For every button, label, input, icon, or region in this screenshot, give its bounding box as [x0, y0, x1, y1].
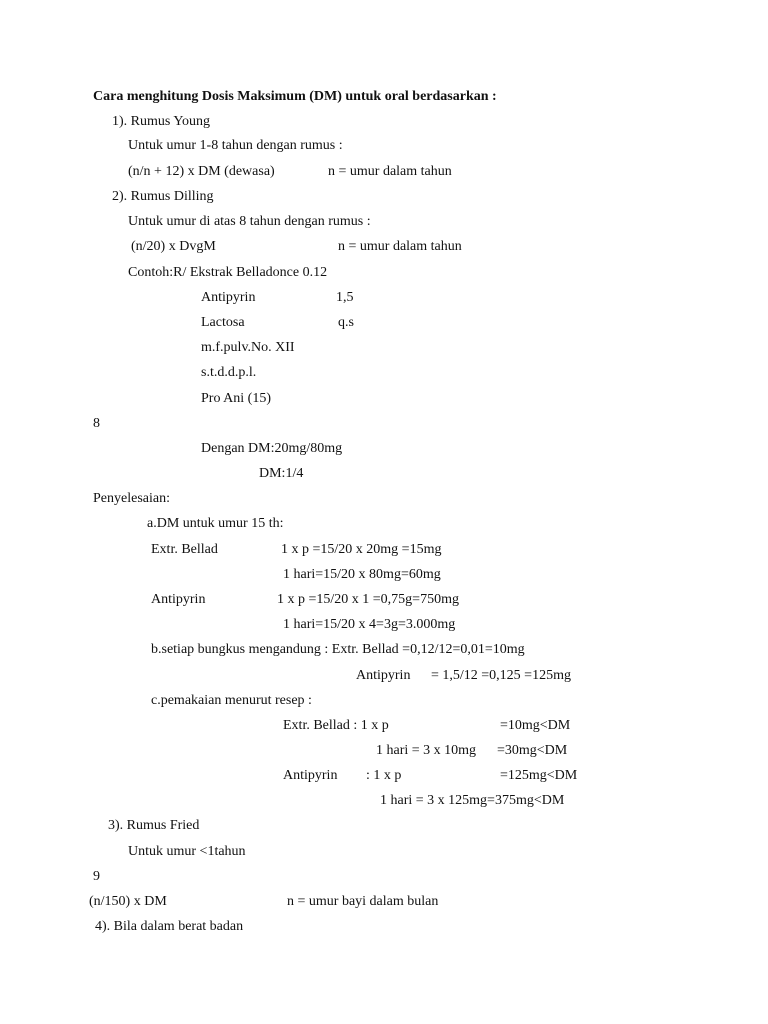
solution-label: Penyelesaian:	[93, 491, 170, 506]
rumus-young-desc: Untuk umur 1-8 tahun dengan rumus :	[128, 138, 343, 153]
example-instruction: m.f.pulv.No. XII	[201, 340, 295, 355]
fried-note: n = umur bayi dalam bulan	[287, 894, 439, 909]
solution-b-line: b.setiap bungkus mengandung : Extr. Bellad =0,12/12=0,01=10mg	[151, 642, 525, 657]
page-number: 8	[93, 416, 100, 431]
extr-bellad-calc: 1 x p =15/20 x 20mg =15mg	[281, 542, 442, 557]
c-extr-result: =10mg<DM	[500, 718, 571, 733]
example-item-qty: 1,5	[336, 290, 354, 305]
example-item-name: Antipyrin	[201, 290, 256, 305]
rumus-fried-title: 3). Rumus Fried	[108, 818, 200, 833]
c-antipyrin-label: Antipyrin	[283, 768, 338, 783]
rumus-fried-desc: Untuk umur <1tahun	[128, 844, 246, 859]
c-extr-label: Extr. Bellad : 1 x p	[283, 718, 389, 733]
solution-c-title: c.pemakaian menurut resep :	[151, 693, 312, 708]
example-instruction: s.t.d.d.p.l.	[201, 365, 257, 380]
rumus-dilling-desc: Untuk umur di atas 8 tahun dengan rumus :	[128, 214, 371, 229]
antipyrin-day-calc: 1 hari=15/20 x 4=3g=3.000mg	[283, 617, 456, 632]
rumus-berat-badan-title: 4). Bila dalam berat badan	[95, 919, 244, 934]
solution-b-antipyrin-label: Antipyrin	[356, 668, 411, 683]
c-extr-day: 1 hari = 3 x 10mg	[376, 743, 477, 758]
rumus-young-note: n = umur dalam tahun	[328, 164, 452, 179]
c-antipyrin-sep: : 1 x p	[366, 768, 402, 783]
rumus-young-title: 1). Rumus Young	[112, 114, 211, 129]
solution-a-title: a.DM untuk umur 15 th:	[147, 516, 284, 531]
page-number: 9	[93, 869, 100, 884]
rumus-dilling-formula: (n/20) x DvgM	[131, 239, 216, 254]
document-heading: Cara menghitung Dosis Maksimum (DM) untuk oral berdasarkan :	[93, 89, 497, 104]
dm-line-1: Dengan DM:20mg/80mg	[201, 441, 343, 456]
example-instruction: Pro Ani (15)	[201, 391, 271, 406]
antipyrin-label: Antipyrin	[151, 592, 206, 607]
c-antipyrin-result: =125mg<DM	[500, 768, 578, 783]
example-item-qty: q.s	[338, 315, 354, 330]
solution-b-antipyrin-calc: = 1,5/12 =0,125 =125mg	[431, 668, 571, 683]
dm-line-2: DM:1/4	[259, 466, 304, 481]
example-intro: Contoh:R/ Ekstrak Belladonce 0.12	[128, 265, 328, 280]
c-antipyrin-day: 1 hari = 3 x 125mg=375mg<DM	[380, 793, 565, 808]
rumus-young-formula: (n/n + 12) x DM (dewasa)	[128, 164, 275, 179]
extr-bellad-label: Extr. Bellad	[151, 542, 218, 557]
fried-formula: (n/150) x DM	[89, 894, 167, 909]
c-extr-day-result: =30mg<DM	[497, 743, 568, 758]
antipyrin-calc: 1 x p =15/20 x 1 =0,75g=750mg	[277, 592, 459, 607]
example-item-name: Lactosa	[201, 315, 245, 330]
extr-bellad-day-calc: 1 hari=15/20 x 80mg=60mg	[283, 567, 441, 582]
rumus-dilling-title: 2). Rumus Dilling	[112, 189, 214, 204]
rumus-dilling-note: n = umur dalam tahun	[338, 239, 462, 254]
